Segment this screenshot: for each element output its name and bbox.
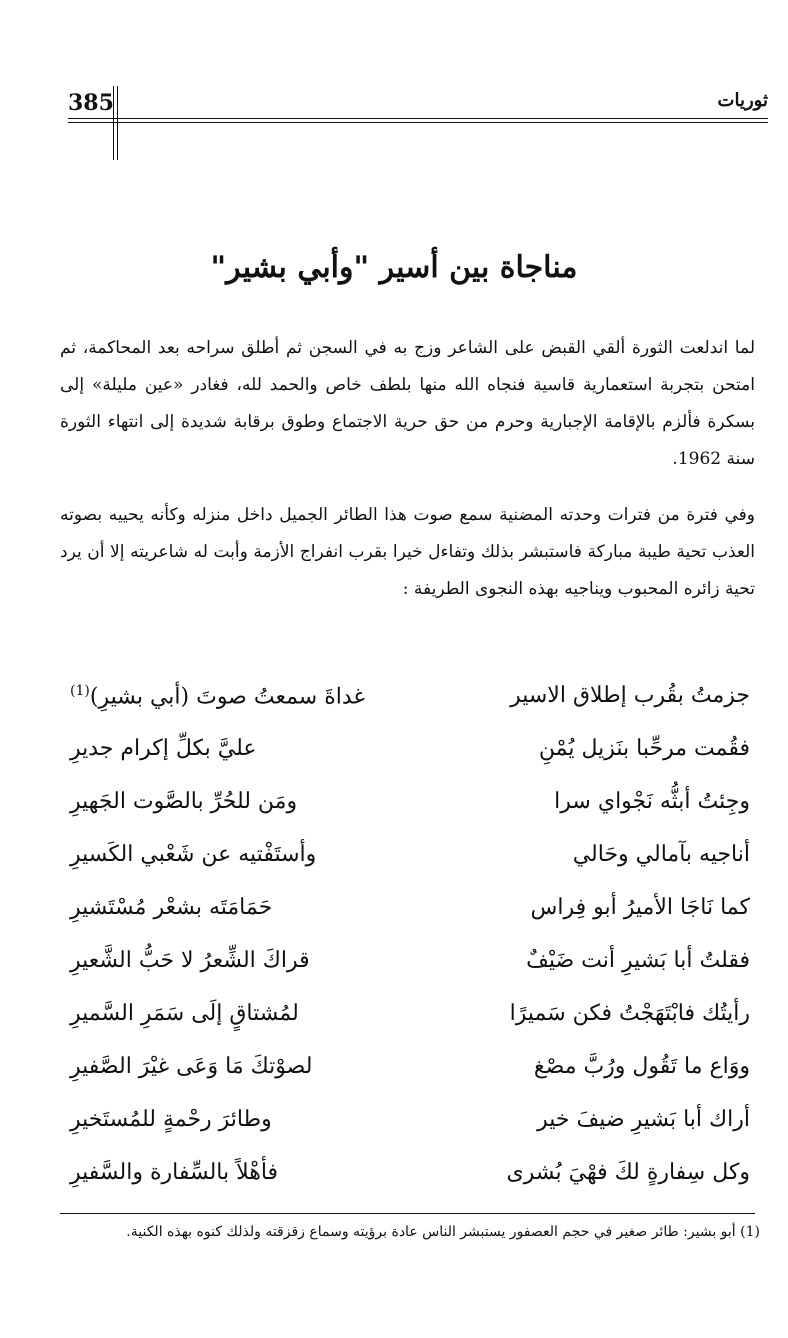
footnote: (1) أبو بشير: طائر صغير في حجم العصفور يستبشر الناس عادة برؤيته وسماع زقزقته ولذلك كنوه بهذه الكنية. bbox=[126, 1224, 760, 1240]
verse bbox=[70, 1107, 760, 1160]
footnote-reference: (1) bbox=[70, 683, 90, 699]
header-vertical-rule-right bbox=[117, 86, 118, 160]
hemistich-second-text: غداةَ سمعتُ صوتَ (أبي بشيرِ) bbox=[89, 684, 365, 710]
running-header bbox=[68, 82, 768, 162]
hemistich-second: لمُشتاقٍ إلَى سَمَرِ السَّميرِ bbox=[70, 1001, 299, 1026]
verse bbox=[70, 948, 760, 1001]
poem-title: مناجاة بين أسير "وأبي بشير" bbox=[210, 250, 578, 285]
intro-text-2: وفي فترة من فترات وحدته المضنية سمع صوت هذا الطائر الجميل داخل منزله وكأنه يحييه بصوته العذب تحية طيبة مباركة فاستبشر بذلك وتفاءل خيرا بقرب انفراج الأزمة وأبت له شاعريته إلا أن يرد تحية زائره المحبوب ويناجيه بهذه النجوى الطريفة : bbox=[60, 505, 755, 599]
header-rule-top bbox=[68, 118, 768, 119]
header-rule-bottom bbox=[68, 122, 768, 123]
verse bbox=[70, 1054, 760, 1107]
hemistich-second: وطائرَ رحْمةٍ للمُستَخيرِ bbox=[70, 1107, 272, 1132]
hemistich-first: فقُمت مرحِّبا بنَزيل يُمْنِ bbox=[538, 736, 750, 761]
hemistich-first: كما نَاجَا الأميرُ أبو فِراس bbox=[530, 895, 750, 920]
hemistich-first: جزمتُ بقُرب إطلاق الاسير bbox=[510, 683, 750, 708]
verse bbox=[70, 736, 760, 789]
header-vertical-rule-left bbox=[113, 86, 114, 160]
hemistich-second: ومَن للحُرِّ بالصَّوت الجَهيرِ bbox=[70, 789, 298, 814]
hemistich-first: فقلتُ أبا بَشيرِ أنت ضَيْفٌ bbox=[526, 948, 750, 973]
hemistich-first: أناجيه بآمالي وحَالي bbox=[572, 842, 750, 867]
hemistich-first: وكل سِفارةٍ لكَ فهْيَ بُشرى bbox=[506, 1160, 750, 1185]
hemistich-first: وجِئتُ أبثُّه نَجْواي سرا bbox=[554, 789, 750, 814]
hemistich-first: أراك أبا بَشيرِ ضيفَ خير bbox=[537, 1107, 750, 1132]
hemistich-second bbox=[70, 683, 365, 709]
intro-paragraph-2 bbox=[60, 497, 755, 608]
intro-paragraph-1 bbox=[60, 330, 755, 478]
footnote-separator bbox=[60, 1213, 755, 1214]
verse bbox=[70, 789, 760, 842]
intro-text-1: لما اندلعت الثورة ألقي القبض على الشاعر وزج به في السجن ثم أطلق سراحه بعد المحاكمة، ثم امتحن بتجربة استعمارية قاسية فنجاه الله منها بلطف خاص والحمد لله، فغادر «عين مليلة» إلى بسكرة فألزم بالإقامة الإجبارية وحرم من حق حرية الاجتماع وطوق برقابة شديدة إلى انتهاء الثورة سنة 1962. bbox=[60, 338, 755, 469]
poem bbox=[70, 683, 760, 1213]
verse bbox=[70, 1160, 760, 1213]
verse bbox=[70, 842, 760, 895]
verse bbox=[70, 895, 760, 948]
hemistich-second: فأهْلاً بالسِّفارة والسَّفيرِ bbox=[70, 1160, 279, 1185]
hemistich-first: رأيتُك فابْتَهَجْتُ فكن سَميرًا bbox=[509, 1001, 750, 1026]
page-number: 385 bbox=[68, 90, 114, 116]
verse bbox=[70, 683, 760, 736]
verse bbox=[70, 1001, 760, 1054]
running-title: ثوريات bbox=[717, 90, 768, 111]
hemistich-second: حَمَامَتَه بشعْر مُسْتَشيرِ bbox=[70, 895, 273, 920]
hemistich-first: ووَاع ما تَقُول ورُبَّ مصْغ bbox=[533, 1054, 750, 1079]
hemistich-second: لصوْتكَ مَا وَعَى غيْرَ الصَّفيرِ bbox=[70, 1054, 313, 1079]
hemistich-second: قراكَ الشِّعرُ لا حَبُّ الشَّعيرِ bbox=[70, 948, 310, 973]
hemistich-second: عليَّ بكلِّ إكرام جديرِ bbox=[70, 736, 257, 761]
hemistich-second: وأستَفْتيه عن شَعْبي الكَسيرِ bbox=[70, 842, 317, 867]
